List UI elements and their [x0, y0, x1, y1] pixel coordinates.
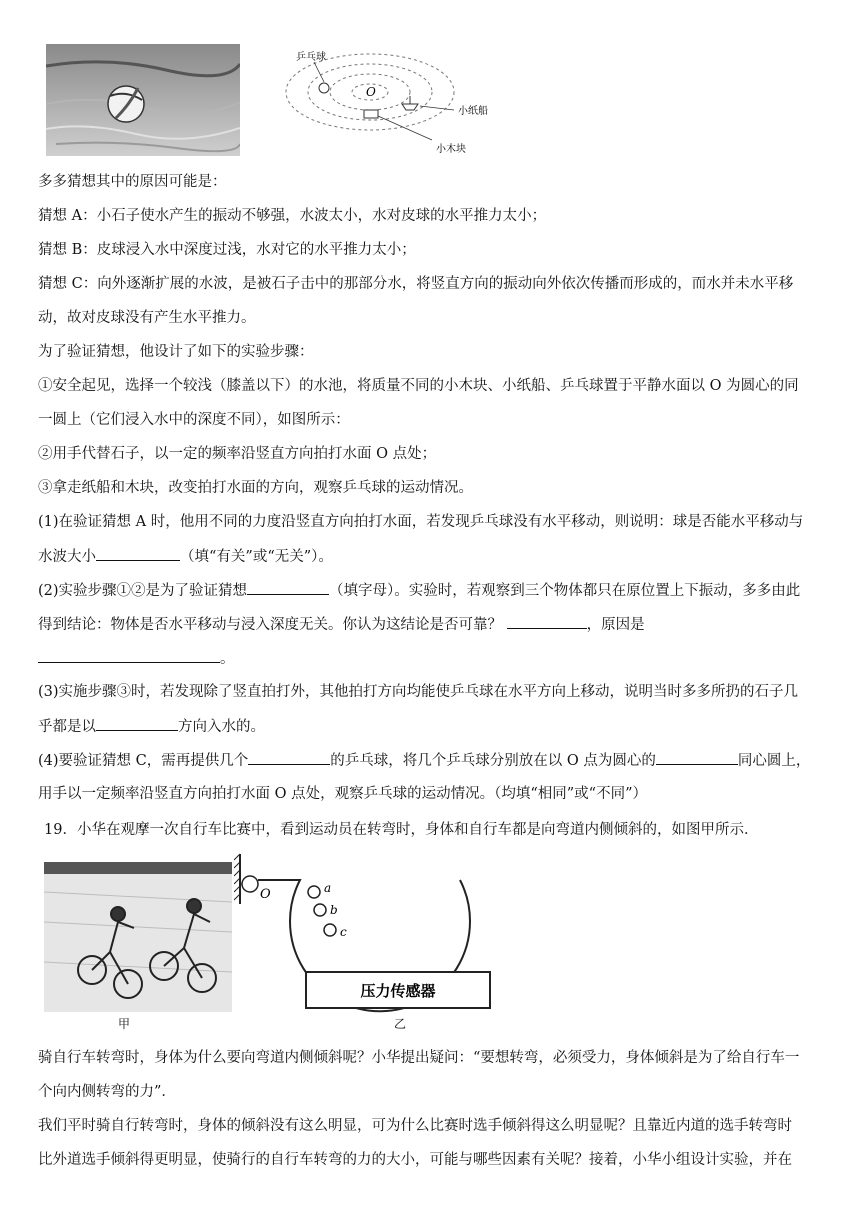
paragraph: ③拿走纸船和木块，改变拍打水面的方向，观察乒乓球的运动情况。 — [38, 480, 473, 496]
paragraph: 猜想 C：向外逐渐扩展的水波，是被石子击中的那部分水，将竖直方向的振动向外依次传播而形成的，而水并未水平移 — [38, 276, 794, 292]
answer-blank[interactable] — [248, 750, 330, 765]
center-o-label: O — [366, 85, 376, 99]
answer-blank[interactable] — [656, 750, 738, 765]
ball-c-label: c — [340, 925, 347, 939]
paragraph: 我们平时骑自行转弯时，身体的倾斜没有这么明显，可为什么比赛时选手倾斜得这么明显呢？且靠近内道的选手转弯时 — [38, 1118, 792, 1134]
paragraph: 动，故对皮球没有产生水平推力。 — [38, 310, 256, 326]
paragraph: 多多猜想其中的原因可能是： — [38, 174, 227, 190]
water-ball-photo — [46, 44, 240, 156]
ball-a-icon — [308, 886, 320, 898]
ball-a-label: a — [324, 881, 332, 895]
paragraph: 比外道选手倾斜得更明显，使骑行的自行车转弯的力的大小，可能与哪些因素有关呢？接着，小华小组设计实验，并在 — [38, 1152, 792, 1168]
paragraph: ②用手代替石子，以一定的频率沿竖直方向拍打水面 O 点处； — [38, 446, 437, 462]
paper-boat-icon — [402, 104, 418, 110]
ball-b-label: b — [330, 903, 338, 917]
track-pressure-diagram — [234, 850, 524, 1018]
ball-b-icon — [314, 904, 326, 916]
question-3-line2: 乎都是以 方向入水的。 — [38, 716, 828, 737]
wood-block-label: 小木块 — [436, 144, 466, 155]
question-3-line1: (3)实施步骤③时，若发现除了竖直拍打外，其他拍打方向均能使乒乓球在水平方向上移动，说明当时多多所扔的石子几 — [38, 684, 799, 700]
ball-c-icon — [324, 924, 336, 936]
pingpong-icon — [319, 83, 329, 93]
wall-hatch — [234, 854, 240, 904]
question-19: 19．小华在观摩一次自行车比赛中，看到运动员在转弯时，身体和自行车都是向弯道内侧倾斜的，如图甲所示． — [44, 822, 759, 838]
ball-icon — [108, 86, 144, 122]
answer-blank[interactable] — [96, 546, 180, 561]
answer-blank[interactable] — [96, 716, 178, 731]
paragraph: 个向内侧转弯的力”． — [38, 1084, 176, 1100]
figure-label-jia: 甲 — [118, 1017, 131, 1031]
question-2-line2: 得到结论：物体是否水平移动与浸入深度无关。你认为这结论是否可靠？ ，原因是 — [38, 614, 828, 635]
paragraph: 猜想 A：小石子使水产生的振动不够强，水波太小，水对皮球的水平推力太小； — [38, 208, 547, 224]
question-2-line1: (2)实验步骤①②是为了验证猜想 （填字母）。实验时，若观察到三个物体都只在原位置上下振动，多多由此 — [38, 580, 828, 601]
answer-blank[interactable] — [507, 614, 587, 629]
pingpong-label: 乒乓球 — [296, 52, 326, 63]
question-1-line1: (1)在验证猜想 A 时，他用不同的力度沿竖直方向拍打水面，若发现乒乓球没有水平移动，则说明：球是否能水平移动与 — [38, 514, 804, 530]
cyclists-photo — [44, 862, 232, 1012]
paragraph: 一圆上（它们浸入水中的深度不同），如图所示： — [38, 412, 350, 428]
pivot-icon — [242, 876, 258, 892]
concentric-circles-diagram — [282, 44, 502, 156]
figure-label-yi: 乙 — [394, 1017, 407, 1031]
answer-blank[interactable] — [38, 648, 220, 663]
question-1-line2: 水波大小 （填“有关”或“无关”）。 — [38, 546, 828, 567]
answer-blank[interactable] — [247, 580, 329, 595]
paragraph: 猜想 B：皮球浸入水中深度过浅，水对它的水平推力太小； — [38, 242, 416, 258]
paragraph: 为了验证猜想，他设计了如下的实验步骤： — [38, 344, 314, 360]
pivot-o-label: O — [260, 887, 271, 902]
paragraph: ①安全起见，选择一个较浅（膝盖以下）的水池，将质量不同的小木块、小纸船、乒乓球置于平静水面以 O 为圆心的同 — [38, 378, 799, 394]
question-2-line3: 。 — [38, 648, 828, 669]
paper-boat-label: 小纸船 — [458, 106, 488, 117]
question-4-line2: 用手以一定频率沿竖直方向拍打水面 O 点处，观察乒乓球的运动情况。（均填“相同”或“不同”） — [38, 786, 648, 802]
pressure-sensor-label: 压力传感器 — [360, 982, 436, 1000]
question-4-line1: (4)要验证猜想 C，需再提供几个 的乒乓球，将几个乒乓球分别放在以 O 点为圆心的 同心圆上， — [38, 750, 828, 771]
wood-block-icon — [364, 110, 378, 118]
paragraph: 骑自行车转弯时，身体为什么要向弯道内侧倾斜呢？小华提出疑问：“要想转弯，必须受力，身体倾斜是为了给自行车一 — [38, 1050, 800, 1066]
